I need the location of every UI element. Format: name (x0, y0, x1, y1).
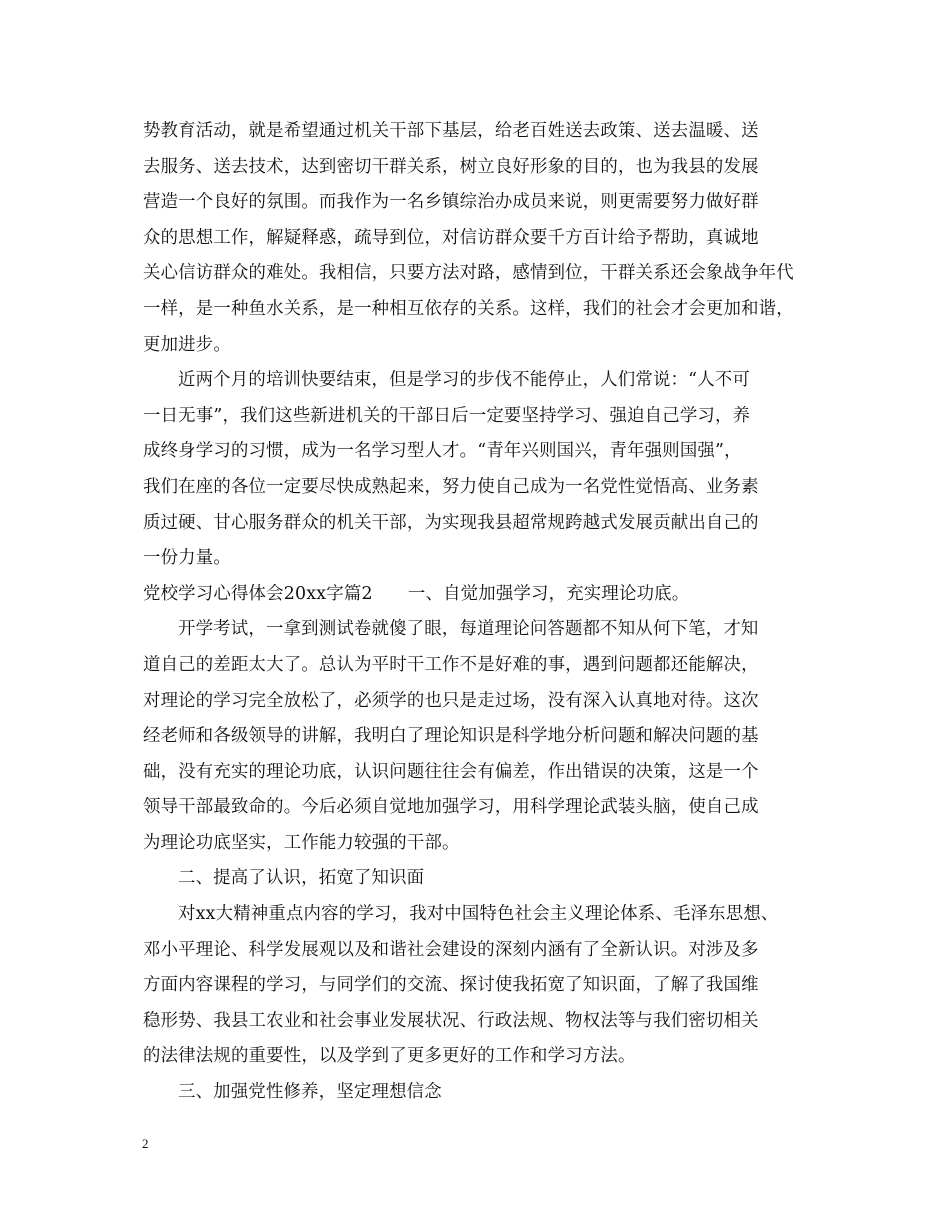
text-line: 众的思想工作，解疑释惑，疏导到位，对信访群众要千方百计给予帮助，真诚地 (143, 227, 759, 248)
text-line: 经老师和各级领导的讲解，我明白了理论知识是科学地分析问题和解决问题的基 (143, 726, 759, 747)
text-line: 稳形势、我县工农业和社会事业发展状况、行政法规、物权法等与我们密切相关 (143, 1010, 759, 1031)
text-line: 三、加强党性修养，坚定理想信念 (178, 1082, 442, 1103)
text-line: 更加进步。 (143, 334, 231, 355)
text-line: 一样，是一种鱼水关系，是一种相互依存的关系。这样，我们的社会才会更加和谐， (143, 298, 794, 319)
text-line: 去服务、送去技术，达到密切干群关系，树立良好形象的目的，也为我县的发展 (143, 156, 759, 177)
text-line: 对理论的学习完全放松了，必须学的也只是走过场，没有深入认真地对待。这次 (143, 690, 759, 711)
text-line: 础，没有充实的理论功底，认识问题往往会有偏差，作出错误的决策，这是一个 (143, 761, 759, 782)
text-line: 一份力量。 (143, 548, 231, 569)
text-line: 邓小平理论、科学发展观以及和谐社会建设的深刻内涵有了全新认识。对涉及多 (143, 939, 759, 960)
text-line: 质过硬、甘心服务群众的机关干部，为实现我县超常规跨越式发展贡献出自己的 (143, 512, 759, 533)
text-line: 一日无事”，我们这些新进机关的干部日后一定要坚持学习、强迫自己学习，养 (143, 405, 751, 426)
text-line: 的法律法规的重要性，以及学到了更多更好的工作和学习方法。 (143, 1046, 636, 1067)
text-line: 势教育活动，就是希望通过机关干部下基层，给老百姓送去政策、送去温暖、送 (143, 121, 759, 141)
text-line: 道自己的差距太大了。总认为平时干工作不是好难的事，遇到问题都还能解决， (143, 654, 759, 675)
text-line: 为理论功底坚实，工作能力较强的干部。 (143, 832, 460, 853)
text-line: 党校学习心得体会20xx字篇2 一、自觉加强学习，充实理论功底。 (143, 583, 690, 604)
text-line: 关心信访群众的难处。我相信，只要方法对路，感情到位，干群关系还会象战争年代 (143, 263, 794, 284)
text-line: 近两个月的培训快要结束，但是学习的步伐不能停止，人们常说：“人不可 (178, 370, 750, 391)
text-line: 领导干部最致命的。今后必须自觉地加强学习，用科学理论武装头脑，使自己成 (143, 797, 759, 818)
text-line: 成终身学习的习惯，成为一名学习型人才。“青年兴则国兴，青年强则国强”， (143, 441, 742, 462)
text-line: 二、提高了认识，拓宽了知识面 (178, 868, 425, 889)
page-number: 2 (142, 1136, 149, 1151)
text-line: 开学考试，一拿到测试卷就傻了眼，每道理论问答题都不知从何下笔，才知 (178, 619, 759, 640)
text-line: 对xx大精神重点内容的学习，我对中国特色社会主义理论体系、毛泽东思想、 (178, 904, 779, 925)
document-body (143, 114, 833, 1111)
text-line: 营造一个良好的氛围。而我作为一名乡镇综治办成员来说，则更需要努力做好群 (143, 192, 759, 213)
text-line: 我们在座的各位一定要尽快成熟起来，努力使自己成为一名党性觉悟高、业务素 (143, 476, 759, 497)
text-line: 方面内容课程的学习，与同学们的交流、探讨使我拓宽了知识面，了解了我国维 (143, 975, 759, 996)
